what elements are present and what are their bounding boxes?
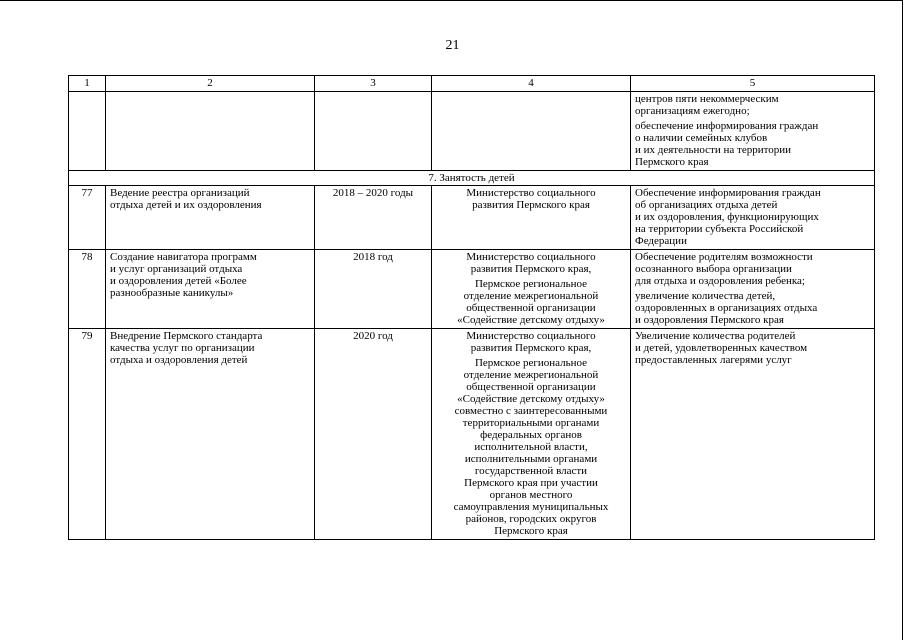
cell-line: качества услуг по организации	[110, 342, 255, 354]
cell-num: 77	[69, 186, 106, 250]
cell-line: Увеличение количества родителей	[635, 330, 796, 342]
cell-line: отделение межрегиональной	[463, 369, 599, 381]
table-row	[69, 250, 875, 329]
cell-executor	[432, 186, 631, 250]
cell-paragraph	[635, 120, 870, 168]
cell-line: об организациях отдыха детей	[635, 199, 778, 211]
cell-executor	[432, 329, 631, 540]
cell-line: и оздоровления Пермского края	[635, 314, 784, 326]
cell-line: «Содействие детскому отдыху»	[457, 314, 605, 326]
header-cell: 4	[432, 76, 631, 92]
cell-paragraph	[436, 330, 626, 354]
cell-term: 2018 год	[315, 250, 432, 329]
cell-line: предоставленных лагерями услуг	[635, 354, 792, 366]
header-cell: 5	[631, 76, 875, 92]
cell-paragraph	[635, 251, 870, 287]
cell-result	[631, 329, 875, 540]
cell-paragraph	[635, 93, 870, 117]
cell-term: 2020 год	[315, 329, 432, 540]
cell-paragraph	[635, 187, 870, 247]
cell-line: Пермское региональное	[474, 357, 588, 369]
cell-paragraph	[436, 187, 626, 211]
cell-line: исполнительными органами	[464, 453, 598, 465]
cell-paragraph	[635, 290, 870, 326]
cell-num: 79	[69, 329, 106, 540]
cell-line: и услуг организаций отдыха	[110, 263, 243, 275]
cell-line: для отдыха и оздоровления ребенка;	[635, 275, 805, 287]
cell-line: районов, городских округов	[465, 513, 597, 525]
cell-line: развития Пермского края	[472, 199, 590, 211]
cell-executor	[432, 250, 631, 329]
cell-line: отдыха детей и их оздоровления	[110, 199, 262, 211]
cell-line: Обеспечение информирования граждан	[635, 187, 821, 199]
cell-line: территориальными органами	[462, 417, 600, 429]
cell-num	[69, 92, 106, 171]
cell-line: общественной организации	[466, 381, 596, 393]
cell-line: федеральных органов	[480, 429, 582, 441]
cell-paragraph	[436, 278, 626, 326]
cell-line: исполнительной власти,	[474, 441, 588, 453]
cell-line: Создание навигатора программ	[110, 251, 257, 263]
cell-line: и их деятельности на территории	[635, 144, 792, 156]
cell-line: Министерство социального	[466, 251, 596, 263]
continuation-row	[69, 92, 875, 171]
cell-line: и детей, удовлетворенных качеством	[635, 342, 808, 354]
table-row	[69, 329, 875, 540]
cell-line: и оздоровления детей «Более	[110, 275, 247, 287]
cell-event	[106, 250, 315, 329]
table-row	[69, 186, 875, 250]
cell-line: органов местного	[489, 489, 573, 501]
cell-event	[106, 186, 315, 250]
cell-line: Пермского края	[494, 525, 568, 537]
cell-line: на территории субъекта Российской	[635, 223, 804, 235]
cell-line: Обеспечение родителям возможности	[635, 251, 813, 263]
cell-line: Внедрение Пермского стандарта	[110, 330, 263, 342]
cell-term: 2018 – 2020 годы	[315, 186, 432, 250]
cell-line: оздоровленных в организациях отдыха	[635, 302, 818, 314]
cell-paragraph	[436, 251, 626, 275]
page-number: 21	[445, 38, 460, 53]
cell-line: государственной власти	[474, 465, 588, 477]
header-cell: 2	[106, 76, 315, 92]
cell-line: о наличии семейных клубов	[635, 132, 768, 144]
cell-line: самоуправления муниципальных	[453, 501, 609, 513]
cell-line: развития Пермского края,	[470, 342, 592, 354]
cell-line: Пермское региональное	[474, 278, 588, 290]
cell-term	[315, 92, 432, 171]
cell-line: увеличение количества детей,	[635, 290, 776, 302]
cell-line: осознанного выбора организации	[635, 263, 792, 275]
cell-line: Пермского края	[635, 156, 709, 168]
cell-line: Федерации	[635, 235, 687, 247]
cell-line: отделение межрегиональной	[463, 290, 599, 302]
cell-line: отдыха и оздоровления детей	[110, 354, 248, 366]
header-cell: 1	[69, 76, 106, 92]
cell-line: Министерство социального	[466, 187, 596, 199]
section-title: 7. Занятость детей	[69, 171, 875, 186]
cell-line: и их оздоровления, функционирующих	[635, 211, 819, 223]
plan-table	[68, 75, 875, 540]
cell-result	[631, 250, 875, 329]
header-row	[69, 76, 875, 92]
cell-line: развития Пермского края,	[470, 263, 592, 275]
cell-line: организациям ежегодно;	[635, 105, 750, 117]
cell-line: разнообразные каникулы»	[110, 287, 234, 299]
cell-line: совместно с заинтересованными	[454, 405, 608, 417]
cell-line: обеспечение информирования граждан	[635, 120, 819, 132]
cell-line: общественной организации	[466, 302, 596, 314]
cell-line: Министерство социального	[466, 330, 596, 342]
cell-num: 78	[69, 250, 106, 329]
cell-result	[631, 92, 875, 171]
cell-line: «Содействие детскому отдыху»	[457, 393, 605, 405]
cell-line: центров пяти некоммерческим	[635, 93, 779, 105]
cell-event	[106, 92, 315, 171]
cell-paragraph	[635, 330, 870, 366]
cell-result	[631, 186, 875, 250]
cell-line: Пермского края при участии	[464, 477, 598, 489]
header-cell: 3	[315, 76, 432, 92]
cell-line: Ведение реестра организаций	[110, 187, 250, 199]
cell-executor	[432, 92, 631, 171]
cell-paragraph	[436, 357, 626, 537]
section-row	[69, 171, 875, 186]
cell-event	[106, 329, 315, 540]
